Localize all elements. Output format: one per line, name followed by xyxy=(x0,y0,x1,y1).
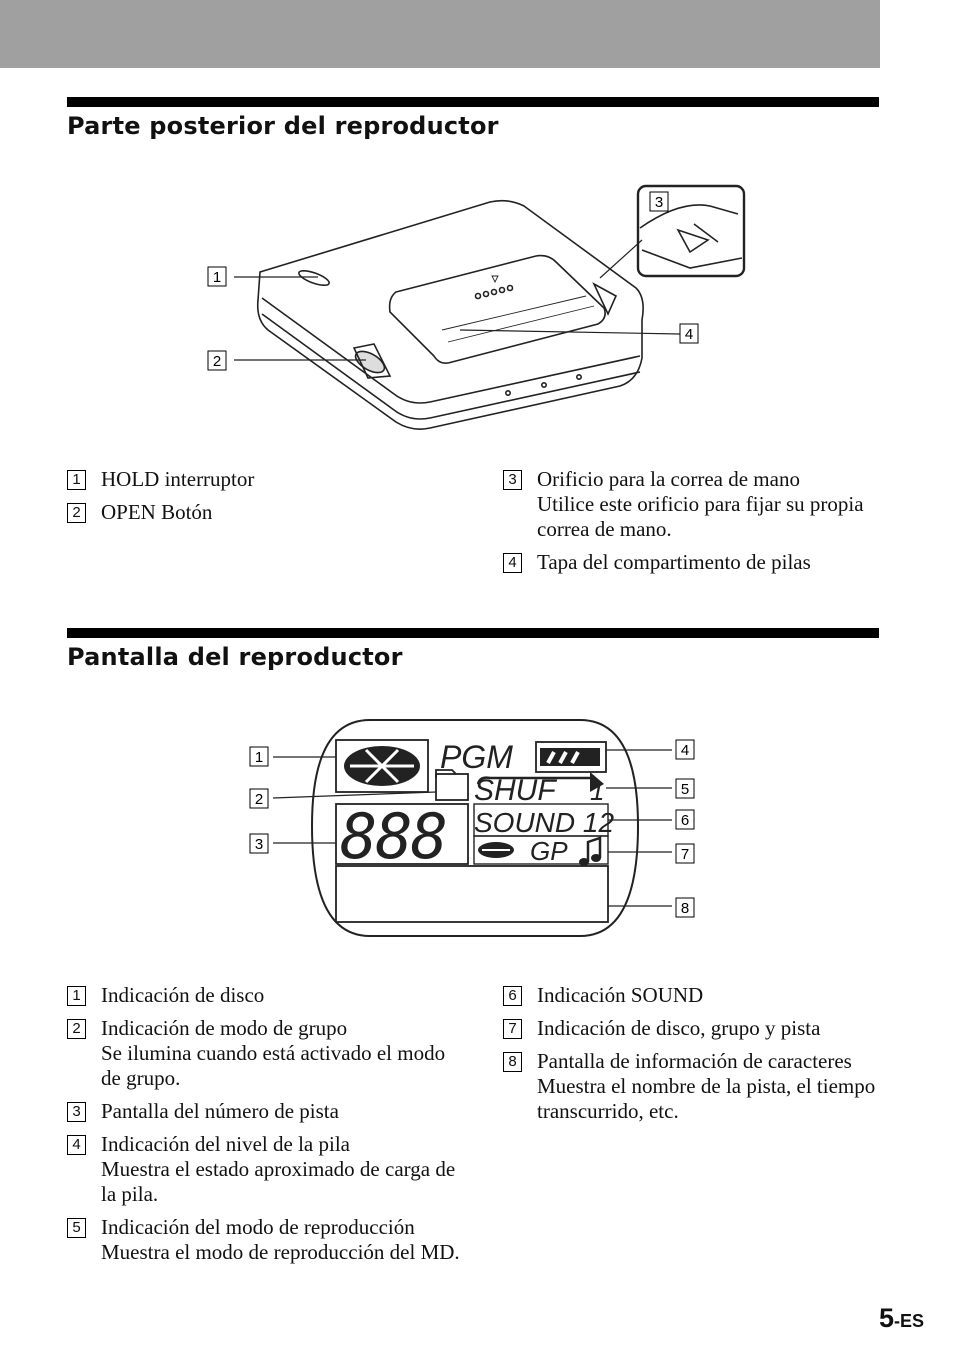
list-item: 3 Orificio para la correa de mano Utilice este orificio para fijar su propia correa de mano. xyxy=(503,467,883,542)
sound-label: SOUND 12 xyxy=(474,807,615,838)
section-title-back: Parte posterior del reproductor xyxy=(67,112,499,140)
list-item: 3 Pantalla del número de pista xyxy=(67,1099,467,1124)
display-callout-1: 1 xyxy=(254,749,264,766)
section-rule xyxy=(67,628,879,638)
back-callout-3: 3 xyxy=(654,194,664,211)
back-callout-2: 2 xyxy=(212,353,222,370)
list-item: 2 OPEN Botón xyxy=(67,500,467,525)
gp-label: GP xyxy=(530,836,568,866)
list-item: 5 Indicación del modo de reproducción Muestra el modo de reproducción del MD. xyxy=(67,1215,467,1265)
page-number: 5-ES xyxy=(878,1303,924,1333)
back-callout-1: 1 xyxy=(212,269,222,286)
back-parts-list-left xyxy=(67,467,467,533)
shuf-label: SHUF xyxy=(474,774,556,807)
section-title-display: Pantalla del reproductor xyxy=(67,643,403,671)
list-item: 8 Pantalla de información de caracteres Muestra el nombre de la pista, el tiempo transcurrido, etc. xyxy=(503,1049,883,1124)
list-item: 1 HOLD interruptor xyxy=(67,467,467,492)
display-callout-2: 2 xyxy=(254,791,264,808)
player-back-illustration xyxy=(190,180,760,440)
list-item: 1 Indicación de disco xyxy=(67,983,467,1008)
back-callout-4: 4 xyxy=(684,326,694,343)
header-band xyxy=(0,0,880,68)
list-item: 7 Indicación de disco, grupo y pista xyxy=(503,1016,883,1041)
display-callout-6: 6 xyxy=(680,812,690,829)
section-rule xyxy=(67,97,879,107)
display-callout-4: 4 xyxy=(680,742,690,759)
display-callout-5: 5 xyxy=(680,781,690,798)
track-number-segments: 888 xyxy=(340,800,446,873)
display-callout-3: 3 xyxy=(254,836,264,853)
display-callout-7: 7 xyxy=(680,846,690,863)
repeat-one-label: 1 xyxy=(590,776,605,806)
list-item: 4 Indicación del nivel de la pila Muestra el estado aproximado de carga de la pila. xyxy=(67,1132,467,1207)
display-parts-list-right xyxy=(503,983,883,1132)
list-item: 2 Indicación de modo de grupo Se ilumina cuando está activado el modo de grupo. xyxy=(67,1016,467,1091)
back-parts-list-right xyxy=(503,467,883,583)
pgm-label: PGM xyxy=(440,739,513,775)
list-item: 6 Indicación SOUND xyxy=(503,983,883,1008)
list-item: 4 Tapa del compartimento de pilas xyxy=(503,550,883,575)
display-callout-8: 8 xyxy=(680,900,690,917)
display-parts-list-left xyxy=(67,983,467,1273)
display-illustration xyxy=(240,716,710,942)
